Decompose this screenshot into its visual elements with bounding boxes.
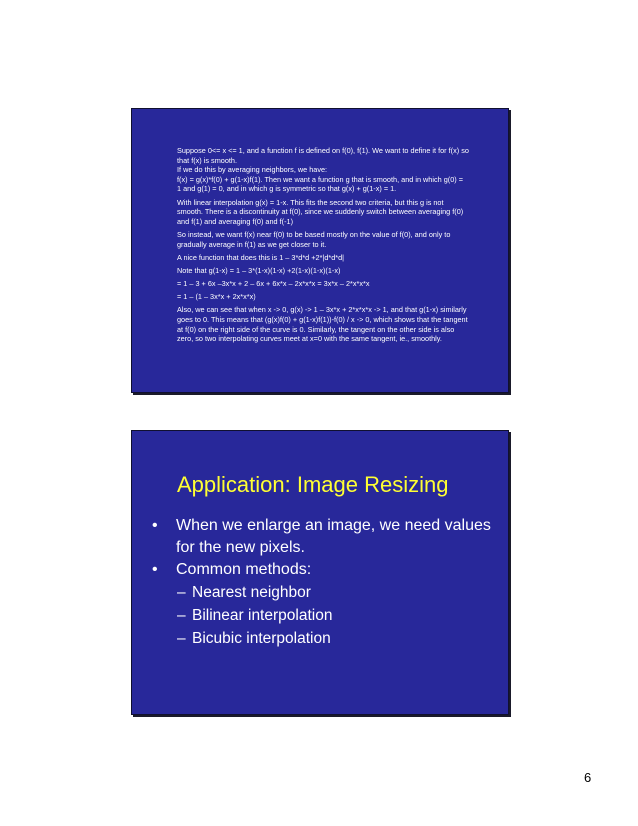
sub-bullet-text: Bicubic interpolation	[192, 630, 331, 647]
bullet-text: Common methods:	[176, 561, 312, 578]
paragraph-nice-function: A nice function that does this is 1 – 3*d*d +2*|d*d*d|	[177, 252, 345, 262]
bullet-list	[152, 515, 492, 650]
sub-bullet-item	[177, 604, 492, 627]
bullet-marker: •	[152, 517, 158, 534]
page-number: 6	[584, 770, 592, 785]
sub-bullet-text: Bilinear interpolation	[192, 607, 333, 624]
bullet-text: When we enlarge an image, we need values for the new pixels.	[176, 517, 491, 556]
sub-bullet-item	[177, 581, 492, 604]
paragraph-tangent: Also, we can see that when x -> 0, g(x) -> 1 – 3x*x + 2*x*x*x -> 1, and that g(1-x) similarly goes to 0. This means that (g(x)f(0) + g(1-x)f(1))-f(0) / x -> 0, which shows that the tangent at f(0) on the right side of the curve is 0. Similarly, the tangent on the other side is also zero, so two interpolating curves meet at x=0 with the same tangent, ie., smoothly.	[177, 305, 468, 344]
bullet-item	[152, 515, 492, 559]
paragraph-instead: So instead, we want f(x) near f(0) to be based mostly on the value of f(0), and only to gradually average in f(1) as we get closer to it.	[177, 229, 451, 249]
paragraph-definition: Suppose 0<= x <= 1, and a function f is defined on f(0), f(1). We want to define it for f(x) so that f(x) is smooth. If we do this by averaging neighbors, we have: f(x) = g(x)*f(0) + g(1-x)f(1). Then we want a function g that is smooth, and in which g(0) = 1 and g(1) = 0, and in which g is symmetric so that g(x) + g(1-x) = 1.	[177, 146, 469, 194]
sub-bullet-text: Nearest neighbor	[192, 584, 311, 601]
slide-title: Application: Image Resizing	[177, 472, 449, 497]
slide-cubic-interpolation-notes	[131, 108, 509, 393]
paragraph-simplified: = 1 – (1 – 3x*x + 2x*x*x)	[177, 292, 256, 302]
bullet-item	[152, 559, 492, 581]
paragraph-note-g: Note that g(1-x) = 1 – 3*(1-x)(1-x) +2(1-x)(1-x)(1-x)	[177, 265, 341, 275]
dash-marker: –	[177, 607, 186, 624]
paragraph-linear-interpolation: With linear interpolation g(x) = 1-x. This fits the second two criteria, but this g is not smooth. There is a discontinuity at f(0), since we suddenly switch between averaging f(0) and f(1) and averaging f(0) and f(-1)	[177, 197, 464, 226]
slide-body-text	[177, 146, 469, 347]
sub-bullet-item	[177, 627, 492, 650]
dash-marker: –	[177, 630, 186, 647]
slide-image-resizing	[131, 430, 509, 715]
bullet-marker: •	[152, 561, 158, 578]
paragraph-expansion: = 1 – 3 + 6x –3x*x + 2 – 6x + 6x*x – 2x*x*x = 3x*x – 2*x*x*x	[177, 279, 370, 289]
dash-marker: –	[177, 584, 186, 601]
